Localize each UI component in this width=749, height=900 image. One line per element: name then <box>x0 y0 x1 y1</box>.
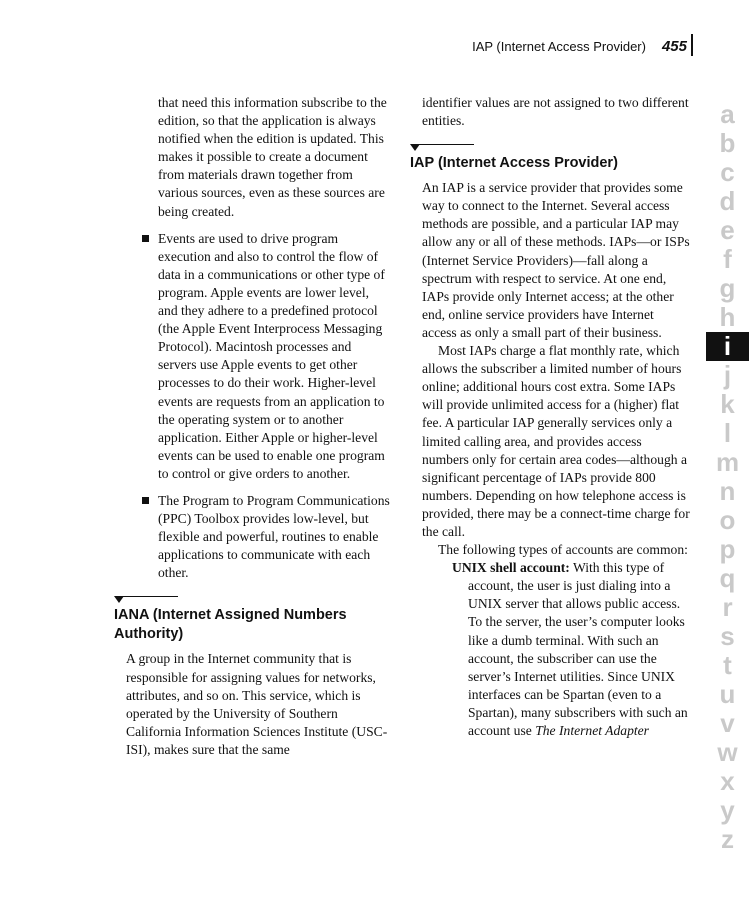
index-letter-v: v <box>720 708 735 738</box>
index-letter-c: c <box>720 157 735 187</box>
index-letter-d: d <box>719 186 736 216</box>
index-letter-l: l <box>723 418 732 448</box>
square-bullet-icon <box>142 235 149 242</box>
running-header-title: IAP (Internet Access Provider) <box>472 39 646 54</box>
index-letter-z: z <box>721 824 734 854</box>
index-letter-s: s <box>720 621 735 651</box>
entry-divider <box>410 144 690 154</box>
divider-line <box>120 596 178 597</box>
index-letter-r: r <box>722 592 733 622</box>
entry-divider <box>114 596 390 606</box>
index-letter-m: m <box>715 447 740 477</box>
iap-paragraph: Most IAPs charge a flat monthly rate, which allows the subscriber a limited number of hours online; additional hours cost extra. Some IAPs will provide unlimited access for a (higher) flat fee. A particular IAP generally services only a limited calling area, and provides access numbers only for certain area codes—although a significant percentage of IAPs provide 800 numbers. Depending on how telephone access is provided, there may be a connect-time charge for the call. <box>422 343 690 539</box>
square-bullet-icon <box>142 497 149 504</box>
index-letter-x: x <box>720 766 735 796</box>
index-letter-i: i <box>706 332 749 361</box>
bullet-text: The Program to Program Communications (PPC) Toolbox provides low-level, but flexible and powerful, routines to enable applications to communicate with each other. <box>158 492 390 581</box>
index-letter-o: o <box>719 505 736 535</box>
alphabet-thumb-index <box>706 100 749 854</box>
index-letter-y: y <box>720 795 735 825</box>
index-letter-a: a <box>720 99 735 129</box>
iap-paragraph: The following types of accounts are common: <box>438 542 688 558</box>
triangle-marker-icon <box>114 596 124 603</box>
index-letter-q: q <box>719 563 736 593</box>
iana-heading: IANA (Internet Assigned Numbers Authority) <box>114 607 347 643</box>
running-header <box>472 34 693 56</box>
term-label: UNIX shell account: <box>452 560 570 576</box>
index-letter-j: j <box>723 360 732 390</box>
page-number: 455 <box>662 34 693 56</box>
bullet-text: Events are used to drive program execution and also to control the flow of data in a communications or other type of program. Apple events are lower level, and they adhere to a predefined protocol (the Apple Event Interprocess Messaging Protocol). Macintosh processes and servers use Apple events to get other processes to do their work. Higher-level events are requests from an application to the operating system or to another application. Either Apple or higher-level events can be used to enable one program to control or give orders to another. <box>158 230 385 481</box>
index-letter-f: f <box>723 244 732 274</box>
index-letter-w: w <box>717 737 738 767</box>
iana-body: A group in the Internet community that is responsible for assigning values for networks, attributes, and so on. This service, which is operated by the University of Southern California Information Sciences Institute (USC-ISI), makes sure that the same <box>126 651 388 757</box>
divider-line <box>416 144 474 145</box>
unix-shell-account-entry <box>422 559 690 740</box>
triangle-marker-icon <box>410 144 420 151</box>
index-letter-b: b <box>719 128 736 158</box>
index-letter-u: u <box>719 679 736 709</box>
right-column <box>410 94 690 740</box>
bullet-item <box>114 492 390 582</box>
intro-paragraph: that need this information subscribe to the edition, so that the application is always notified when the edition is updated. This makes it possible to create a document from materials drawn together from various sources, even as these sources are being created. <box>158 95 387 219</box>
index-letter-t: t <box>723 650 732 680</box>
continuation-text: identifier values are not assigned to two different entities. <box>422 95 689 129</box>
term-description: With this type of account, the user is just dialing into a UNIX server that allows public access. To the server, the user’s computer looks like a dumb terminal. With such an account, the subscriber can use the server’s Internet utilities. Since UNIX interfaces can be Spartan (even to a Spartan), many subscribers with such an account use <box>468 560 688 738</box>
iap-paragraph: An IAP is a service provider that provides some way to connect to the Internet. Several access methods are possible, and a particular IAP may allow any or all of these methods. IAPs—or ISPs (Internet Service Providers)—fall along a spectrum with respect to service. At one end, IAPs provide only Internet access; at the other end, online service providers have Internet access as only a small part of their business. <box>422 180 690 340</box>
iap-body <box>410 179 690 740</box>
index-letter-n: n <box>719 476 736 506</box>
index-letter-p: p <box>719 534 736 564</box>
index-letter-k: k <box>720 389 735 419</box>
index-letter-e: e <box>720 215 735 245</box>
index-letter-g: g <box>719 273 736 303</box>
index-letter-h: h <box>719 302 736 332</box>
iap-heading: IAP (Internet Access Provider) <box>410 155 618 172</box>
left-column <box>114 94 390 759</box>
term-italic-title: The Internet Adapter <box>535 723 649 738</box>
bullet-item <box>114 230 390 483</box>
